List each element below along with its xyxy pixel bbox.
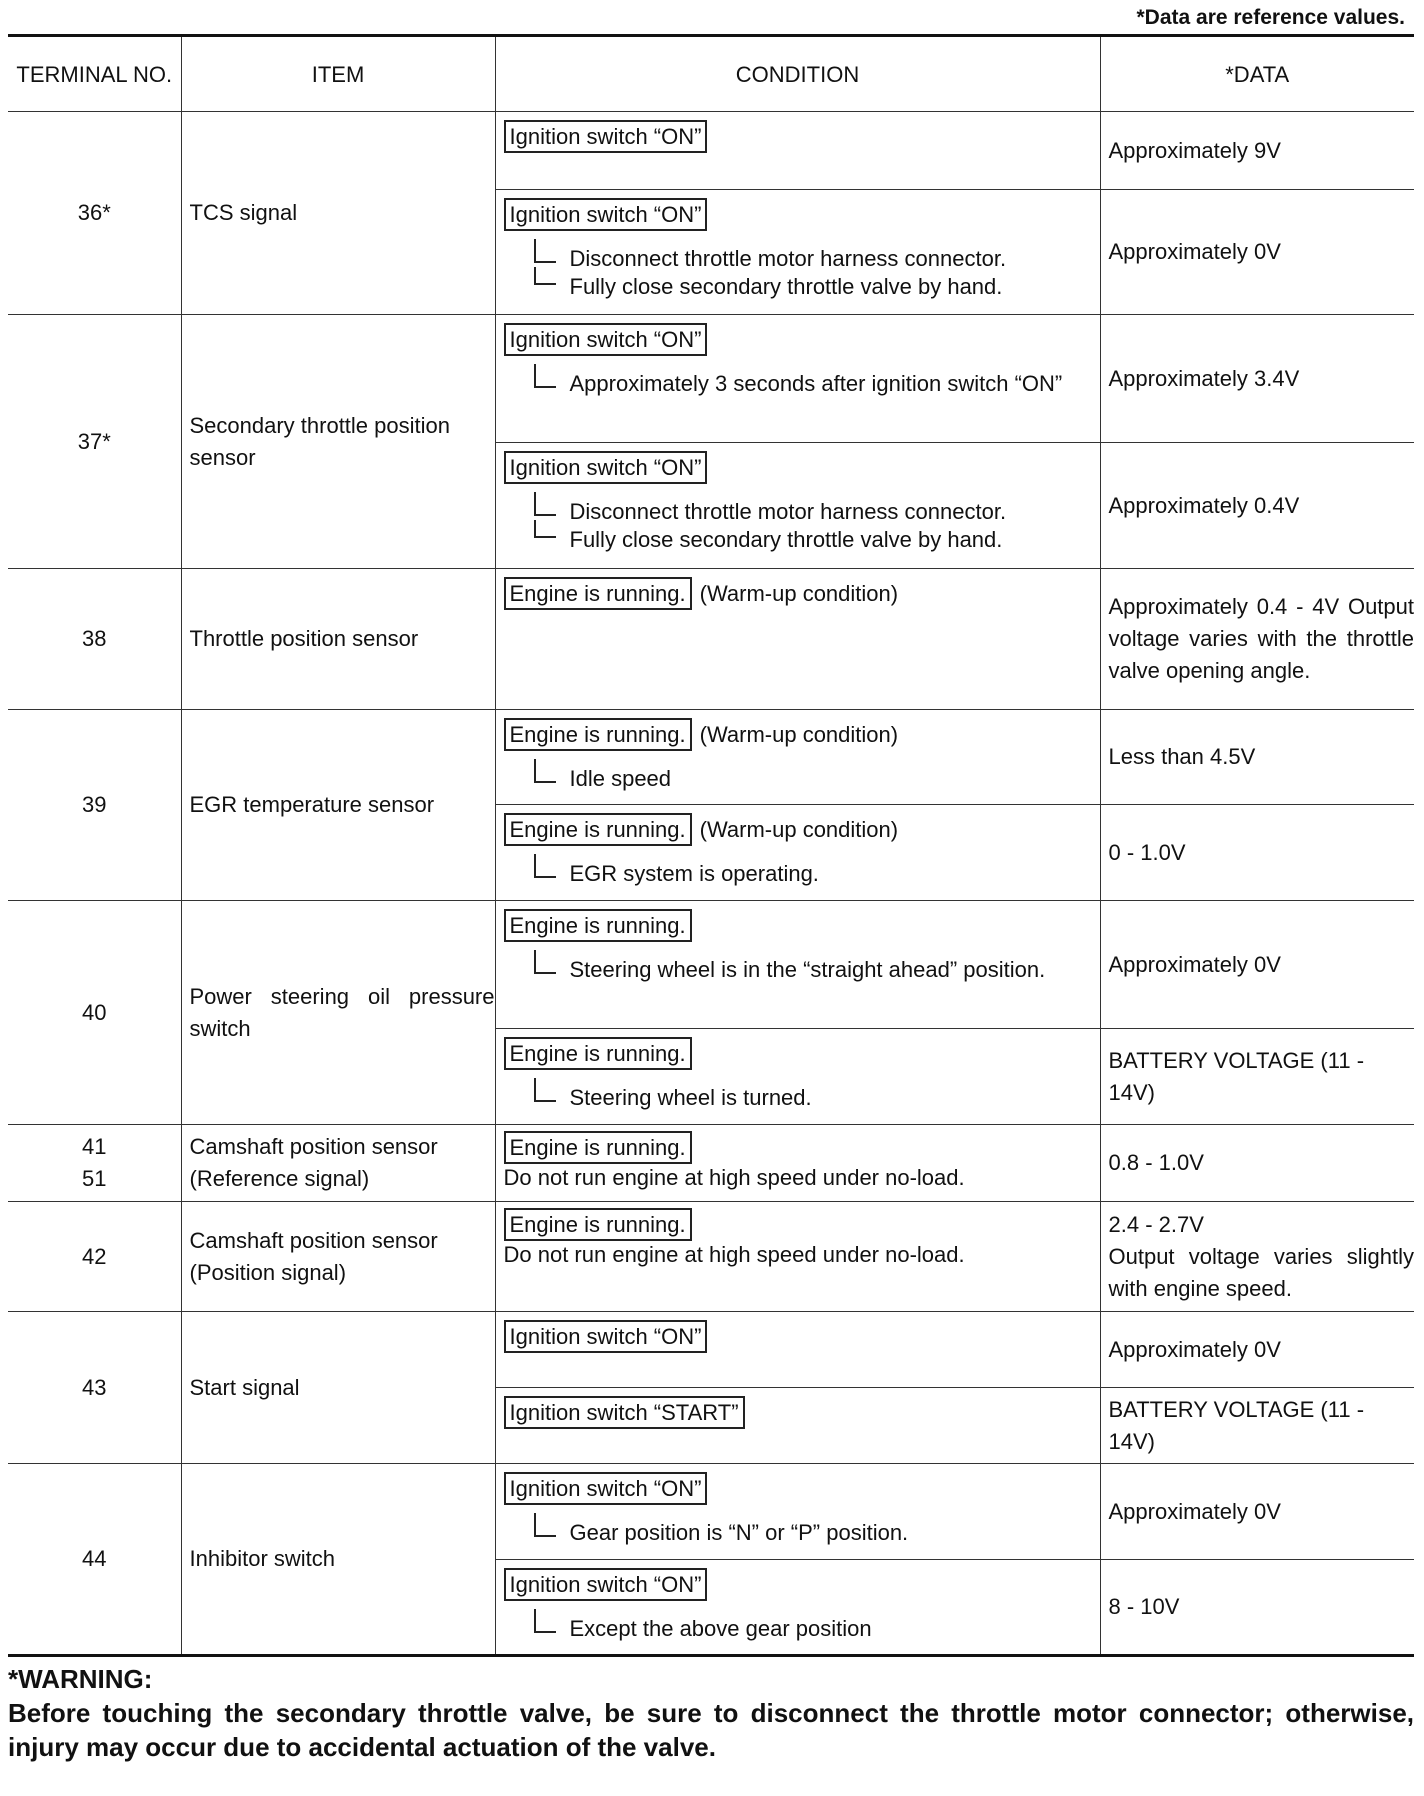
condition-cell	[495, 1560, 1100, 1656]
header-row	[8, 36, 1414, 112]
sub-condition: EGR system is operating.	[534, 860, 1092, 888]
table-row	[8, 1202, 1414, 1312]
sub-condition: Fully close secondary throttle valve by hand.	[534, 526, 1092, 554]
item-name: Secondary throttle position sensor	[181, 315, 495, 569]
condition-cell	[495, 1125, 1100, 1202]
sub-condition: Steering wheel is in the “straight ahead” position.	[534, 956, 1092, 984]
condition-note: (Warm-up condition)	[699, 817, 899, 842]
condition-cell	[495, 443, 1100, 569]
data-value: 0 - 1.0V	[1100, 805, 1414, 901]
data-value: 8 - 10V	[1100, 1560, 1414, 1656]
condition-box: Ignition switch “ON”	[504, 1568, 708, 1601]
warning-block	[8, 1662, 1414, 1764]
data-value: Approximately 0V	[1100, 1464, 1414, 1560]
terminal-no: 39	[8, 710, 181, 901]
condition-cell	[495, 805, 1100, 901]
table-row	[8, 112, 1414, 190]
data-value: 0.8 - 1.0V	[1100, 1125, 1414, 1202]
data-value: Approximately 3.4V	[1100, 315, 1414, 443]
sub-condition: Idle speed	[534, 765, 1092, 793]
table-row	[8, 1464, 1414, 1560]
condition-box: Engine is running.	[504, 909, 692, 942]
terminal-no: 42	[8, 1202, 181, 1312]
sub-condition: Fully close secondary throttle valve by hand.	[534, 273, 1092, 301]
condition-cell	[495, 569, 1100, 710]
sub-condition: Gear position is “N” or “P” position.	[534, 1519, 1092, 1547]
condition-cell	[495, 1029, 1100, 1125]
condition-cell	[495, 901, 1100, 1029]
warning-title: *WARNING:	[8, 1664, 153, 1694]
item-name: Throttle position sensor	[181, 569, 495, 710]
terminal-no: 36*	[8, 112, 181, 315]
terminal-no-1: 41	[82, 1134, 107, 1159]
data-value	[1100, 569, 1414, 710]
terminal-no: 37*	[8, 315, 181, 569]
terminal-no: 44	[8, 1464, 181, 1656]
header-data: *DATA	[1100, 36, 1414, 112]
condition-box: Engine is running.	[504, 718, 692, 751]
item-name: Start signal	[181, 1312, 495, 1464]
item-line-2: (Position signal)	[189, 1259, 347, 1285]
condition-cell	[495, 315, 1100, 443]
data-value: BATTERY VOLTAGE (11 - 14V)	[1100, 1388, 1414, 1464]
condition-cell	[495, 1312, 1100, 1388]
sub-condition: Approximately 3 seconds after ignition switch “ON”	[534, 370, 1092, 398]
sub-condition: Except the above gear position	[534, 1615, 1092, 1643]
data-value	[1100, 1202, 1414, 1312]
condition-cell	[495, 1202, 1100, 1312]
condition-box: Engine is running.	[504, 577, 692, 610]
terminal-no: 43	[8, 1312, 181, 1464]
header-condition: CONDITION	[495, 36, 1100, 112]
item-name	[181, 1202, 495, 1312]
condition-box: Ignition switch “ON”	[504, 1320, 708, 1353]
condition-box: Ignition switch “ON”	[504, 451, 708, 484]
item-line-2: (Reference signal)	[189, 1166, 370, 1191]
condition-box: Ignition switch “ON”	[504, 323, 708, 356]
sub-condition: Disconnect throttle motor harness connector.	[534, 245, 1092, 273]
item-name: TCS signal	[181, 112, 495, 315]
terminal-no	[8, 1125, 181, 1202]
condition-cell	[495, 710, 1100, 805]
data-value: Approximately 0V	[1100, 901, 1414, 1029]
header-item: ITEM	[181, 36, 495, 112]
condition-box: Ignition switch “ON”	[504, 120, 708, 153]
table-row	[8, 901, 1414, 1029]
condition-note: (Warm-up condition)	[699, 581, 899, 606]
data-value: Approximately 0V	[1100, 190, 1414, 315]
condition-box: Ignition switch “ON”	[504, 198, 708, 231]
sub-condition: Disconnect throttle motor harness connector.	[534, 498, 1092, 526]
condition-box: Engine is running.	[504, 813, 692, 846]
table-row	[8, 1312, 1414, 1388]
condition-cell	[495, 190, 1100, 315]
table-row	[8, 569, 1414, 710]
terminal-no: 40	[8, 901, 181, 1125]
condition-box: Engine is running.	[504, 1208, 692, 1241]
data-line-2: Output voltage varies slightly with engine speed.	[1108, 1243, 1414, 1301]
table-row	[8, 315, 1414, 443]
condition-note: (Warm-up condition)	[699, 722, 899, 747]
item-name: Power steering oil pressure switch	[181, 901, 495, 1125]
condition-box: Engine is running.	[504, 1037, 692, 1070]
condition-box: Ignition switch “START”	[504, 1396, 745, 1429]
condition-box: Ignition switch “ON”	[504, 1472, 708, 1505]
terminal-data-table	[8, 34, 1414, 1657]
item-name: EGR temperature sensor	[181, 710, 495, 901]
item-name: Inhibitor switch	[181, 1464, 495, 1656]
condition-line: Do not run engine at high speed under no-load.	[503, 1242, 965, 1267]
data-text: Approximately 0.4 - 4V Output voltage varies with the throttle valve opening angle.	[1108, 594, 1414, 683]
terminal-no-2: 51	[82, 1166, 107, 1191]
item-line-1: Camshaft position sensor	[189, 1134, 438, 1159]
header-terminal: TERMINAL NO.	[8, 36, 181, 112]
condition-cell	[495, 1388, 1100, 1464]
data-value: Approximately 9V	[1100, 112, 1414, 190]
condition-box: Engine is running.	[504, 1131, 692, 1164]
data-value: Approximately 0V	[1100, 1312, 1414, 1388]
item-line-1: Camshaft position sensor	[189, 1227, 438, 1253]
table-row	[8, 710, 1414, 805]
warning-body: Before touching the secondary throttle valve, be sure to disconnect the throttle motor connector; otherwise, injury may occur due to accidental actuation of the valve.	[8, 1698, 1414, 1762]
terminal-no: 38	[8, 569, 181, 710]
item-name	[181, 1125, 495, 1202]
condition-cell	[495, 112, 1100, 190]
data-value: Approximately 0.4V	[1100, 443, 1414, 569]
reference-note: *Data are reference values.	[1136, 6, 1405, 29]
data-value: Less than 4.5V	[1100, 710, 1414, 805]
data-line-1: 2.4 - 2.7V	[1108, 1211, 1204, 1237]
data-value: BATTERY VOLTAGE (11 - 14V)	[1100, 1029, 1414, 1125]
table-row	[8, 1125, 1414, 1202]
condition-cell	[495, 1464, 1100, 1560]
condition-line: Do not run engine at high speed under no-load.	[503, 1165, 965, 1190]
sub-condition: Steering wheel is turned.	[534, 1084, 1092, 1112]
